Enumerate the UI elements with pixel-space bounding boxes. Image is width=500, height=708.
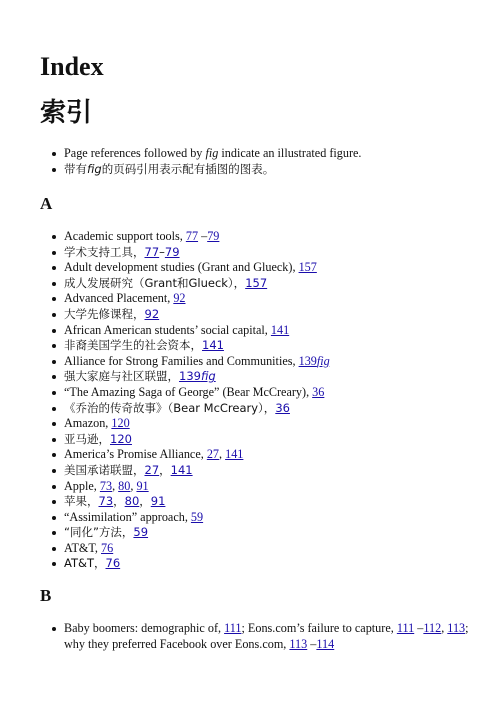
- ref-separator: ，: [159, 462, 171, 477]
- entry-text: ; why they preferred Facebook over Eons.com,: [64, 621, 469, 651]
- list-item: [52, 416, 472, 432]
- page-link[interactable]: 141: [170, 462, 193, 477]
- page-link[interactable]: 73: [98, 494, 114, 509]
- note-text: 带有: [64, 161, 87, 176]
- entry-text: 非裔美国学生的社会资本，: [64, 338, 202, 353]
- section-heading-a: A: [40, 194, 53, 213]
- entry-text: African American students’ social capital,: [64, 322, 271, 337]
- list-item: [52, 541, 472, 557]
- list-item: [52, 369, 472, 385]
- entry-text: AT&T，: [64, 556, 106, 571]
- list-item: [52, 510, 472, 526]
- entry-text: “Assimilation” approach,: [64, 509, 191, 524]
- page-link[interactable]: 76: [105, 556, 121, 571]
- entry-text: Alliance for Strong Families and Communities,: [64, 353, 299, 368]
- note-text: Page references followed by: [64, 146, 206, 160]
- note-text: 的页码引用表示配有插图的图表。: [101, 161, 275, 176]
- entry-text: 强大家庭与社区联盟，: [64, 369, 179, 384]
- page-link[interactable]: 113: [289, 636, 308, 651]
- section-heading-b: B: [40, 586, 52, 605]
- note-zh: [52, 162, 472, 178]
- page-link[interactable]: 80: [118, 478, 131, 493]
- list-item: [52, 354, 472, 370]
- note-fig: fig: [205, 146, 219, 160]
- page-link[interactable]: 36: [275, 400, 290, 415]
- page-link[interactable]: 80: [124, 494, 140, 509]
- page-link[interactable]: 157: [298, 260, 317, 275]
- list-item: Baby boomers: demographic of, 111; Eons.com’s failure to capture, 111 –112, 113; why they preferred Facebook over Eons.com, 113 –114: [52, 621, 472, 652]
- entry-text: AT&T,: [64, 540, 102, 555]
- page-title: Index: [40, 52, 104, 81]
- list-item: [52, 525, 472, 541]
- list-item: [52, 260, 472, 276]
- entry-text: Academic support tools,: [64, 229, 186, 243]
- list-item: [52, 432, 472, 448]
- ref-separator: ,: [112, 478, 119, 493]
- entry-text: “The Amazing Saga of George” (Bear McCreary),: [64, 384, 313, 399]
- page-link[interactable]: 27: [206, 447, 220, 462]
- section-a-list: [52, 229, 472, 572]
- page-link[interactable]: 114: [316, 636, 335, 651]
- note-fig: fig: [87, 161, 102, 176]
- page-link[interactable]: 141: [225, 447, 244, 462]
- entry-text: 《乔治的传奇故事》（Bear McCreary），: [64, 400, 276, 415]
- ref-separator: ,: [219, 447, 226, 462]
- page-link[interactable]: 92: [144, 306, 160, 321]
- entry-text: Advanced Placement,: [64, 291, 174, 306]
- page-link[interactable]: 141: [270, 322, 290, 337]
- entry-text: 苹果，: [64, 494, 99, 509]
- page-link[interactable]: 27: [144, 462, 160, 477]
- page-link[interactable]: 77: [144, 244, 160, 259]
- note-text: indicate an illustrated figure.: [218, 146, 362, 160]
- page-link[interactable]: 141: [202, 338, 224, 353]
- ref-separator: ，: [139, 494, 151, 509]
- ref-separator: ,: [130, 478, 137, 493]
- page-link[interactable]: 79: [207, 229, 220, 243]
- page-link[interactable]: 120: [110, 431, 132, 446]
- list-item: [52, 307, 472, 323]
- entry-text: Adult development studies (Grant and Glueck),: [64, 260, 299, 275]
- page-link[interactable]: 112: [423, 621, 442, 635]
- page-link[interactable]: 59: [190, 509, 204, 524]
- section-b-list: [52, 621, 472, 652]
- list-item: [52, 229, 472, 245]
- list-item: [52, 291, 472, 307]
- entry-text: ,: [441, 621, 448, 635]
- entry-text: 大学先修课程，: [64, 306, 145, 321]
- list-item: [52, 556, 472, 572]
- list-item: [52, 447, 472, 463]
- list-item: [52, 463, 472, 479]
- page-link[interactable]: 73: [99, 478, 113, 493]
- entry-text: Baby boomers: demographic of,: [64, 621, 225, 635]
- entry-text: 学术支持工具，: [64, 244, 145, 259]
- entry-text: “同化”方法，: [64, 525, 134, 540]
- entry-text: ; Eons.com’s failure to capture,: [241, 621, 397, 635]
- list-item: [52, 338, 472, 354]
- entry-text: America’s Promise Alliance,: [64, 447, 207, 462]
- page-link[interactable]: 76: [101, 540, 114, 555]
- page-link[interactable]: 111: [396, 621, 415, 635]
- list-item: [52, 479, 472, 495]
- list-item: [52, 276, 472, 292]
- list-item: [52, 401, 472, 417]
- page-title-chinese: 索引: [40, 98, 93, 128]
- page-link[interactable]: 91: [150, 494, 166, 509]
- index-notes: [52, 146, 472, 177]
- page-link[interactable]: 111: [224, 621, 242, 635]
- page-link[interactable]: 139fig: [298, 353, 330, 368]
- page-link[interactable]: 113: [447, 621, 466, 635]
- entry-text: Apple,: [64, 478, 100, 493]
- page-link[interactable]: 79: [164, 244, 180, 259]
- entry-text: Amazon,: [64, 416, 112, 431]
- entry-text: 成人发展研究（Grant和Glueck），: [64, 275, 246, 290]
- list-item: [52, 245, 472, 261]
- page-link[interactable]: 139fig: [179, 369, 216, 384]
- ref-separator: ，: [113, 494, 125, 509]
- page-link[interactable]: 120: [111, 416, 130, 431]
- page-link[interactable]: 59: [133, 525, 149, 540]
- page-link[interactable]: 36: [312, 384, 325, 399]
- ref-separator: –: [159, 244, 165, 259]
- entry-text: 美国承诺联盟，: [64, 462, 145, 477]
- page-link[interactable]: 157: [245, 275, 268, 290]
- entry-text: 亚马逊，: [64, 431, 110, 446]
- page-link[interactable]: 91: [136, 478, 149, 493]
- note-en: [52, 146, 472, 162]
- page-link[interactable]: 92: [173, 291, 186, 306]
- list-item: [52, 385, 472, 401]
- page-link[interactable]: 77: [185, 229, 199, 243]
- list-item: [52, 494, 472, 510]
- list-item: [52, 323, 472, 339]
- ref-separator: –: [198, 229, 208, 243]
